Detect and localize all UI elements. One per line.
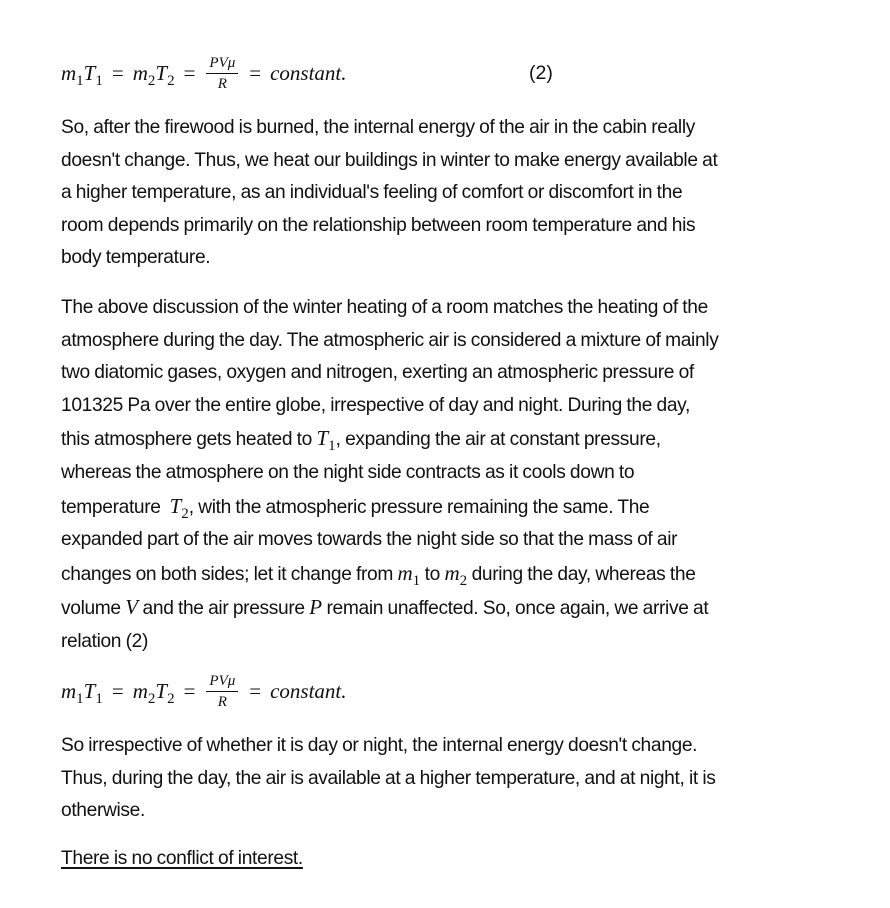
- text-line: body temperature.: [61, 247, 211, 269]
- eq-var-m1: $m_1$: [61, 60, 84, 89]
- math-v: V: [125, 595, 139, 620]
- equation-repeated: [61, 666, 347, 716]
- eq-equals: =: [183, 60, 196, 85]
- eq-var-m2: $m_2$: [132, 678, 156, 707]
- eq-var-m2: $m_2$: [132, 60, 156, 89]
- eq-fraction: [206, 673, 238, 710]
- eq-var-t1: $T_1$: [83, 60, 103, 89]
- eq-var-t2: $T_2$: [155, 678, 175, 707]
- equation-2: [61, 48, 553, 98]
- math-m2: $m_2$: [444, 560, 468, 589]
- paragraph-2: [61, 292, 851, 659]
- paragraph-3: [61, 730, 851, 828]
- text-line: a higher temperature, as an individual's feeling of comfort or discomfort in the: [61, 182, 683, 204]
- eq-equals: =: [111, 60, 124, 85]
- eq-equals: =: [111, 678, 124, 703]
- text-line: So, after the firewood is burned, the internal energy of the air in the cabin really: [61, 117, 695, 138]
- text-line: temperature $T_2$, with the atmospheric pressure remaining the same. The: [61, 493, 650, 522]
- text-line: two diatomic gases, oxygen and nitrogen, exerting an atmospheric pressure of: [61, 362, 694, 384]
- text-line: relation (2): [61, 630, 149, 652]
- eq-constant: constant.: [270, 678, 347, 703]
- text-line: otherwise.: [61, 800, 145, 822]
- math-t1: $T_1$: [316, 426, 336, 455]
- math-m1: $m_1$: [397, 560, 421, 589]
- fraction-numerator: PVμ: [206, 55, 238, 74]
- fraction-denominator: R: [217, 693, 227, 710]
- eq-equals: =: [249, 678, 262, 703]
- text-line: atmosphere during the day. The atmospheric air is considered a mixture of mainly: [61, 329, 719, 351]
- eq-fraction: [206, 55, 238, 92]
- math-t2: $T_2$: [169, 493, 189, 522]
- text-line: room depends primarily on the relationship between room temperature and his: [61, 214, 696, 236]
- text-line: Thus, during the day, the air is available at a higher temperature, and at night, it is: [61, 767, 716, 789]
- text-line: So irrespective of whether it is day or night, the internal energy doesn't change.: [61, 735, 698, 756]
- eq-var-t2: $T_2$: [155, 60, 175, 89]
- eq-var-m1: $m_1$: [61, 678, 84, 707]
- text-line: expanded part of the air moves towards the night side so that the mass of air: [61, 529, 678, 551]
- eq-equals: =: [183, 678, 196, 703]
- eq-constant: constant.: [270, 60, 347, 85]
- text-line: doesn't change. Thus, we heat our buildings in winter to make energy available at: [61, 149, 718, 171]
- paragraph-1: [61, 112, 851, 275]
- fraction-denominator: R: [217, 75, 227, 92]
- equation-number: (2): [529, 61, 553, 84]
- fraction-numerator: PVμ: [206, 673, 238, 692]
- eq-var-t1: $T_1$: [83, 678, 103, 707]
- text-line: There is no conflict of interest.: [61, 848, 303, 869]
- text-line: this atmosphere gets heated to $T_1$, expanding the air at constant pressure,: [61, 426, 661, 455]
- conflict-of-interest-statement: [61, 843, 851, 876]
- text-line: whereas the atmosphere on the night side contracts as it cools down to: [61, 461, 635, 483]
- eq-equals: =: [249, 60, 262, 85]
- text-line: 101325 Pa over the entire globe, irrespective of day and night. During the day,: [61, 394, 690, 416]
- text-line: volume V and the air pressure P remain unaffected. So, once again, we arrive at: [61, 595, 709, 620]
- math-p: P: [309, 595, 323, 620]
- text-line: The above discussion of the winter heating of a room matches the heating of the: [61, 297, 708, 318]
- text-line: changes on both sides; let it change from $m_1$ to $m_2$ during the day, whereas the: [61, 560, 696, 589]
